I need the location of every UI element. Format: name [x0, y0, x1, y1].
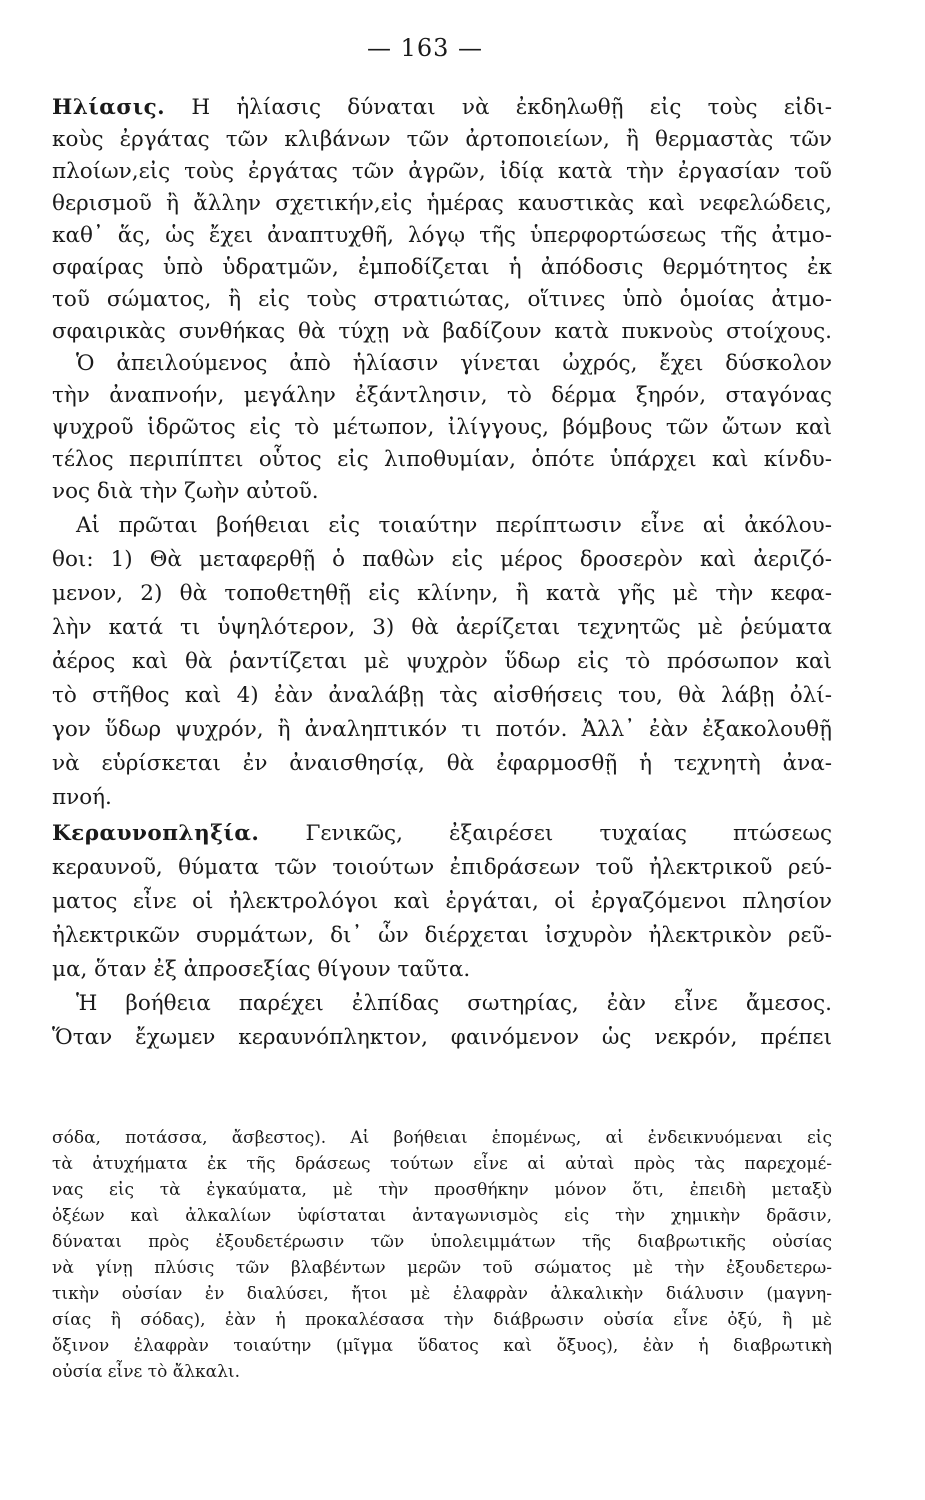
- footnote-line: σίας ἢ σόδας), ἐὰν ἡ προκαλέσασα τὴν διάβρωσιν οὐσία εἶνε ὀξύ, ἢ μὲ: [52, 1310, 832, 1330]
- text-line: θερισμοῦ ἢ ἄλλην σχετικήν,εἰς ἡμέρας καυστικὰς καὶ νεφελώδεις,: [52, 191, 832, 216]
- text-line: τοῦ σώματος, ἢ εἰς τοὺς στρατιώτας, οἵτινες ὑπὸ ὁμοίας ἀτμο-: [52, 287, 832, 312]
- footnote-line: νας εἰς τὰ ἐγκαύματα, μὲ τὴν προσθήκην μόνον ὅτι, ἐπειδὴ μεταξὺ: [52, 1180, 832, 1200]
- footnote-line: τὰ ἀτυχήματα ἐκ τῆς δράσεως τούτων εἶνε αἱ αὐταὶ πρὸς τὰς παρεχομέ-: [52, 1154, 832, 1174]
- text-line: Ὅταν ἔχωμεν κεραυνόπληκτον, φαινόμενον ὡς νεκρόν, πρέπει: [52, 1025, 832, 1050]
- text-line: ματος εἶνε οἱ ἠλεκτρολόγοι καὶ ἐργάται, οἱ ἐργαζόμενοι πλησίον: [52, 889, 832, 914]
- text-line: θοι: 1) Θὰ μεταφερθῇ ὁ παθὼν εἰς μέρος δροσερὸν καὶ ἀεριζό-: [52, 547, 832, 572]
- section-heading: Ηλίασις.: [52, 95, 166, 120]
- text-line: Ἡ βοήθεια παρέχει ἐλπίδας σωτηρίας, ἐὰν εἶνε ἄμεσος.: [76, 991, 832, 1016]
- footnote-line: τικὴν οὐσίαν ἐν διαλύσει, ἤτοι μὲ ἐλαφρὰν ἀλκαλικὴν διάλυσιν (μαγνη-: [52, 1284, 832, 1304]
- text-line: λὴν κατά τι ὑψηλότερον, 3) θὰ ἀερίζεται τεχνητῶς μὲ ῥεύματα: [52, 615, 832, 640]
- text-line: νὰ εὑρίσκεται ἐν ἀναισθησίᾳ, θὰ ἐφαρμοσθῇ ἡ τεχνητὴ ἀνα-: [52, 751, 832, 776]
- text-line: μενον, 2) θὰ τοποθετηθῇ εἰς κλίνην, ἢ κατὰ γῆς μὲ τὴν κεφα-: [52, 581, 832, 606]
- text-line: Γενικῶς, ἐξαιρέσει τυχαίας πτώσεως: [305, 821, 832, 846]
- text-line: ἀέρος καὶ θὰ ῥαντίζεται μὲ ψυχρὸν ὕδωρ εἰς τὸ πρόσωπον καὶ: [52, 649, 832, 674]
- footnote-line: οὐσία εἶνε τὸ ἄλκαλι.: [52, 1362, 240, 1382]
- text-line: κοὺς ἐργάτας τῶν κλιβάνων τῶν ἀρτοποιείων, ἢ θερμαστὰς τῶν: [52, 127, 832, 152]
- section-heading-line: [52, 92, 832, 124]
- section-heading: Κεραυνοπληξία.: [52, 821, 260, 846]
- footnote-line: ὀξέων καὶ ἀλκαλίων ὑφίσταται ἀνταγωνισμὸς εἰς τὴν χημικὴν δρᾶσιν,: [52, 1206, 832, 1226]
- text-line: γον ὕδωρ ψυχρόν, ἢ ἀναληπτικόν τι ποτόν. Ἀλλ᾽ ἐὰν ἐξακολουθῇ: [52, 717, 832, 742]
- section-heading-line: [52, 818, 832, 850]
- footnote-line: σόδα, ποτάσσα, ἄσβεστος). Αἱ βοήθειαι ἑπομένως, αἱ ἐνδεικνυόμεναι εἰς: [52, 1128, 832, 1148]
- text-line: ψυχροῦ ἱδρῶτος εἰς τὸ μέτωπον, ἰλίγγους, βόμβους τῶν ὤτων καὶ: [52, 415, 832, 440]
- text-line: σφαιρικὰς συνθήκας θὰ τύχῃ νὰ βαδίζουν κατὰ πυκνοὺς στοίχους.: [52, 319, 832, 344]
- text-line: Η ἡλίασις δύναται νὰ ἐκδηλωθῇ εἰς τοὺς εἰδι-: [191, 95, 833, 120]
- text-line: κεραυνοῦ, θύματα τῶν τοιούτων ἐπιδράσεων τοῦ ἠλεκτρικοῦ ρεύ-: [52, 855, 832, 880]
- text-line: νος διὰ τὴν ζωὴν αὐτοῦ.: [52, 479, 319, 504]
- text-line: καθ᾽ ἅς, ὡς ἔχει ἀναπτυχθῆ, λόγῳ τῆς ὑπερφορτώσεως τῆς ἀτμο-: [52, 223, 832, 248]
- footnote-line: νὰ γίνῃ πλύσις τῶν βλαβέντων μερῶν τοῦ σώματος μὲ τὴν ἐξουδετερω-: [52, 1258, 832, 1278]
- text-line: Ὁ ἀπειλούμενος ἀπὸ ἡλίασιν γίνεται ὠχρός, ἔχει δύσκολον: [76, 351, 832, 376]
- text-line: πλοίων,εἰς τοὺς ἐργάτας τῶν ἀγρῶν, ἰδίᾳ κατὰ τὴν ἐργασίαν τοῦ: [52, 159, 832, 184]
- text-line: σφαίρας ὑπὸ ὑδρατμῶν, ἐμποδίζεται ἡ ἀπόδοσις θερμότητος ἐκ: [52, 255, 832, 280]
- text-line: τὸ στῆθος καὶ 4) ἐὰν ἀναλάβῃ τὰς αἰσθήσεις του, θὰ λάβῃ ὀλί-: [52, 683, 832, 708]
- text-line: Αἱ πρῶται βοήθειαι εἰς τοιαύτην περίπτωσιν εἶνε αἱ ἀκόλου-: [76, 513, 832, 538]
- text-line: πνοή.: [52, 785, 112, 810]
- page-number: — 163 —: [366, 34, 484, 62]
- text-line: ἠλεκτρικῶν συρμάτων, δι᾽ ὧν διέρχεται ἰσχυρὸν ἠλεκτρικὸν ρεῦ-: [52, 923, 832, 948]
- footnote-line: ὄξινον ἐλαφρὰν τοιαύτην (μῖγμα ὕδατος καὶ ὄξυος), ἐὰν ἡ διαβρωτικὴ: [52, 1336, 832, 1356]
- text-line: τὴν ἀναπνοήν, μεγάλην ἐξάντλησιν, τὸ δέρμα ξηρόν, σταγόνας: [52, 383, 832, 408]
- text-line: μα, ὅταν ἐξ ἀπροσεξίας θίγουν ταῦτα.: [52, 957, 471, 982]
- footnote-line: δύναται πρὸς ἐξουδετέρωσιν τῶν ὑπολειμμάτων τῆς διαβρωτικῆς οὐσίας: [52, 1232, 832, 1252]
- text-line: τέλος περιπίπτει οὗτος εἰς λιποθυμίαν, ὁπότε ὑπάρχει καὶ κίνδυ-: [52, 447, 832, 472]
